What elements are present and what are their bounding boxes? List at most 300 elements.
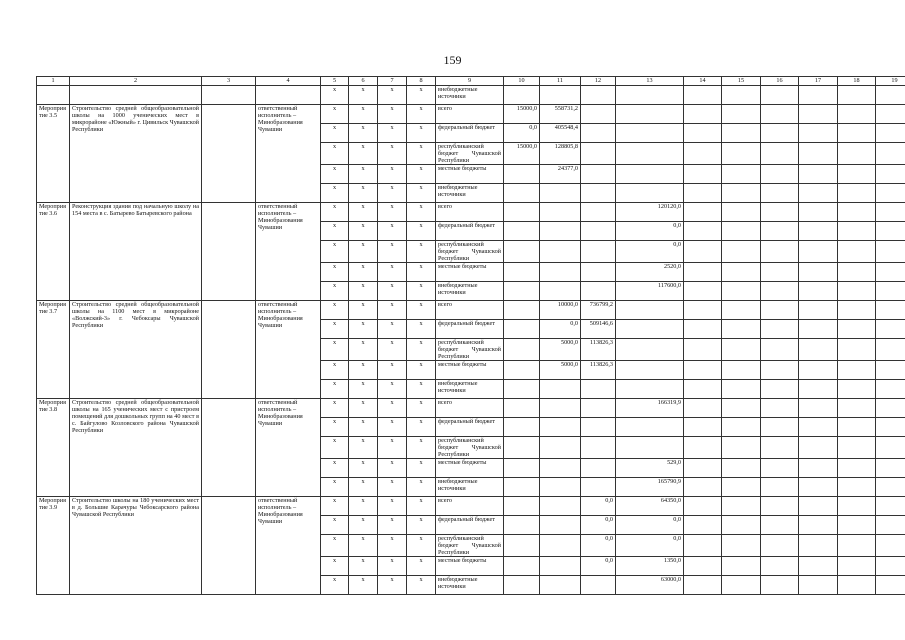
measure-name: Строительство школы на 180 ученических мест в д. Большие Карачуры Чебоксарского района Чувашской Республики [70,497,202,595]
value-col10 [504,535,540,557]
measure-code: Мероприятие 3.6 [37,203,70,301]
empty-cell [838,459,876,478]
empty-cell [684,105,722,124]
value-col12: 736799,2 [581,301,616,320]
flag-cell: x [407,241,436,263]
empty-cell [876,241,905,263]
empty-cell [202,497,256,595]
flag-cell: x [349,165,378,184]
flag-cell: x [321,497,349,516]
column-number: 9 [436,77,504,86]
empty-cell [876,222,905,241]
value-col11 [540,557,581,576]
source-cell: всего [436,301,504,320]
flag-cell: x [407,437,436,459]
column-number: 10 [504,77,540,86]
value-col10 [504,478,540,497]
source-cell: внебюджетные источники [436,380,504,399]
flag-cell: x [378,497,407,516]
flag-cell: x [378,437,407,459]
flag-cell: x [321,301,349,320]
empty-cell [838,399,876,418]
value-col11 [540,516,581,535]
empty-cell [799,86,838,105]
empty-cell [722,184,761,203]
empty-cell [761,380,799,399]
empty-cell [761,184,799,203]
value-col13: 0,0 [616,222,684,241]
table-row [37,301,905,320]
flag-cell: x [378,143,407,165]
flag-cell: x [407,301,436,320]
value-col12 [581,576,616,595]
flag-cell: x [407,535,436,557]
flag-cell: x [349,124,378,143]
flag-cell: x [321,105,349,124]
flag-cell: x [321,516,349,535]
source-cell: внебюджетные источники [436,86,504,105]
empty-cell [838,478,876,497]
column-number: 19 [876,77,905,86]
value-col13 [616,184,684,203]
column-number: 12 [581,77,616,86]
empty-cell [684,380,722,399]
empty-cell [838,263,876,282]
value-col12 [581,165,616,184]
value-col10 [504,380,540,399]
flag-cell: x [349,459,378,478]
value-col12: 0,0 [581,557,616,576]
source-cell: внебюджетные источники [436,576,504,595]
flag-cell: x [407,339,436,361]
empty-cell [876,459,905,478]
empty-cell [876,399,905,418]
empty-cell [876,380,905,399]
flag-cell: x [378,557,407,576]
source-cell: республиканский бюджет Чувашской Республики [436,437,504,459]
column-number: 8 [407,77,436,86]
flag-cell: x [378,263,407,282]
empty-cell [722,516,761,535]
empty-cell [684,241,722,263]
empty-cell [876,282,905,301]
flag-cell: x [378,222,407,241]
value-col13: 2520,0 [616,263,684,282]
empty-cell [799,339,838,361]
empty-cell [876,165,905,184]
empty-cell [684,535,722,557]
flag-cell: x [407,497,436,516]
flag-cell: x [321,86,349,105]
empty-cell [684,339,722,361]
empty-cell [722,380,761,399]
flag-cell: x [407,222,436,241]
column-number: 7 [378,77,407,86]
column-number: 2 [70,77,202,86]
value-col12 [581,241,616,263]
source-cell: всего [436,497,504,516]
empty-cell [876,263,905,282]
empty-cell [761,86,799,105]
budget-table [36,76,905,595]
flag-cell: x [407,124,436,143]
value-col12 [581,105,616,124]
empty-cell [838,361,876,380]
flag-cell: x [321,478,349,497]
flag-cell: x [321,222,349,241]
flag-cell: x [378,105,407,124]
flag-cell: x [349,437,378,459]
value-col12 [581,184,616,203]
empty-cell [684,86,722,105]
table-row [37,399,905,418]
empty-cell [684,459,722,478]
value-col13 [616,320,684,339]
value-col10 [504,339,540,361]
flag-cell: x [321,241,349,263]
flag-cell: x [321,339,349,361]
empty-cell [202,399,256,497]
value-col11 [540,497,581,516]
flag-cell: x [349,516,378,535]
value-col11: 0,0 [540,320,581,339]
value-col10 [504,516,540,535]
value-col11 [540,459,581,478]
flag-cell: x [378,418,407,437]
flag-cell: x [349,535,378,557]
value-col13: 0,0 [616,241,684,263]
value-col10 [504,399,540,418]
value-col12 [581,399,616,418]
flag-cell: x [321,380,349,399]
value-col13 [616,165,684,184]
flag-cell: x [349,576,378,595]
empty-cell [761,535,799,557]
flag-cell: x [321,320,349,339]
source-cell: всего [436,105,504,124]
value-col10 [504,263,540,282]
flag-cell: x [407,361,436,380]
empty-cell [876,105,905,124]
flag-cell: x [349,497,378,516]
empty-cell [684,576,722,595]
source-cell: местные бюджеты [436,165,504,184]
empty-cell [684,437,722,459]
flag-cell: x [321,124,349,143]
empty-cell [799,399,838,418]
empty-cell [722,459,761,478]
empty-cell [838,516,876,535]
flag-cell: x [407,418,436,437]
flag-cell: x [378,320,407,339]
flag-cell: x [321,535,349,557]
empty-cell [684,399,722,418]
empty-cell [799,361,838,380]
page-number: 159 [443,53,462,67]
empty-cell [799,124,838,143]
value-col12 [581,380,616,399]
flag-cell: x [378,165,407,184]
value-col11: 405548,4 [540,124,581,143]
value-col12 [581,459,616,478]
empty-cell [761,361,799,380]
empty-cell [761,143,799,165]
empty-cell [761,105,799,124]
executor: ответственный исполнитель – Минобразования Чувашии [256,203,321,301]
empty-cell [761,399,799,418]
empty-cell [876,339,905,361]
value-col12: 113826,3 [581,361,616,380]
flag-cell: x [378,86,407,105]
empty-cell [799,459,838,478]
flag-cell: x [407,105,436,124]
flag-cell: x [378,339,407,361]
table-row [37,86,905,105]
flag-cell: x [349,282,378,301]
flag-cell: x [321,263,349,282]
empty-cell [799,320,838,339]
value-col12: 0,0 [581,516,616,535]
value-col10 [504,320,540,339]
source-cell: республиканский бюджет Чувашской Республики [436,241,504,263]
flag-cell: x [407,399,436,418]
empty-cell [761,263,799,282]
empty-cell [256,86,321,105]
empty-cell [876,535,905,557]
value-col11 [540,241,581,263]
empty-cell [684,361,722,380]
value-col12: 113826,3 [581,339,616,361]
source-cell: местные бюджеты [436,361,504,380]
empty-cell [761,497,799,516]
column-number: 14 [684,77,722,86]
flag-cell: x [349,399,378,418]
empty-cell [799,241,838,263]
empty-cell [684,282,722,301]
header-row [37,77,905,86]
executor: ответственный исполнитель – Минобразования Чувашии [256,301,321,399]
empty-cell [876,184,905,203]
measure-name: Строительство средней общеобразовательной школы на 1100 мест в микрорайоне «Волжский-3» г. Чебоксары Чувашской Республики [70,301,202,399]
source-cell: внебюджетные источники [436,282,504,301]
value-col11 [540,399,581,418]
executor: ответственный исполнитель – Минобразования Чувашии [256,497,321,595]
empty-cell [722,203,761,222]
empty-cell [876,557,905,576]
value-col11 [540,418,581,437]
empty-cell [722,301,761,320]
empty-cell [761,576,799,595]
empty-cell [799,165,838,184]
empty-cell [799,557,838,576]
flag-cell: x [321,399,349,418]
empty-cell [722,497,761,516]
source-cell: федеральный бюджет [436,516,504,535]
value-col11 [540,282,581,301]
source-cell: всего [436,399,504,418]
empty-cell [799,301,838,320]
column-number: 3 [202,77,256,86]
measure-code: Мероприятие 3.5 [37,105,70,203]
flag-cell: x [349,478,378,497]
empty-cell [684,418,722,437]
empty-cell [838,165,876,184]
flag-cell: x [349,320,378,339]
empty-cell [722,399,761,418]
empty-cell [722,478,761,497]
empty-cell [799,203,838,222]
value-col12 [581,143,616,165]
flag-cell: x [378,459,407,478]
empty-cell [838,320,876,339]
empty-cell [838,124,876,143]
empty-cell [722,535,761,557]
value-col11 [540,263,581,282]
empty-cell [722,361,761,380]
column-number: 1 [37,77,70,86]
value-col13 [616,418,684,437]
flag-cell: x [321,576,349,595]
empty-cell [722,124,761,143]
empty-cell [876,516,905,535]
column-number: 13 [616,77,684,86]
flag-cell: x [378,184,407,203]
value-col11: 10000,0 [540,301,581,320]
empty-cell [799,535,838,557]
flag-cell: x [407,576,436,595]
empty-cell [838,380,876,399]
empty-cell [799,478,838,497]
column-number: 5 [321,77,349,86]
value-col13: 166319,9 [616,399,684,418]
empty-cell [876,203,905,222]
flag-cell: x [321,437,349,459]
value-col10 [504,418,540,437]
value-col13: 64350,0 [616,497,684,516]
empty-cell [838,301,876,320]
value-col13 [616,301,684,320]
empty-cell [70,86,202,105]
empty-cell [876,478,905,497]
flag-cell: x [321,143,349,165]
empty-cell [838,184,876,203]
value-col13: 120120,0 [616,203,684,222]
value-col11: 128805,8 [540,143,581,165]
value-col11 [540,380,581,399]
measure-code: Мероприятие 3.7 [37,301,70,399]
empty-cell [761,165,799,184]
empty-cell [838,339,876,361]
empty-cell [876,320,905,339]
empty-cell [799,437,838,459]
value-col12 [581,282,616,301]
value-col10 [504,165,540,184]
empty-cell [799,105,838,124]
empty-cell [761,516,799,535]
flag-cell: x [378,478,407,497]
empty-cell [684,478,722,497]
value-col12 [581,203,616,222]
empty-cell [838,576,876,595]
empty-cell [838,437,876,459]
source-cell: федеральный бюджет [436,320,504,339]
flag-cell: x [378,380,407,399]
value-col12 [581,263,616,282]
flag-cell: x [407,282,436,301]
empty-cell [684,263,722,282]
empty-cell [684,557,722,576]
empty-cell [684,320,722,339]
value-col13: 0,0 [616,535,684,557]
measure-name: Реконструкция здания под начальную школу на 154 места в с. Батырево Батыревского района [70,203,202,301]
flag-cell: x [349,263,378,282]
empty-cell [876,124,905,143]
empty-cell [876,576,905,595]
empty-cell [799,516,838,535]
source-cell: федеральный бюджет [436,124,504,143]
empty-cell [838,418,876,437]
empty-cell [761,320,799,339]
empty-cell [799,222,838,241]
flag-cell: x [407,203,436,222]
flag-cell: x [378,282,407,301]
source-cell: республиканский бюджет Чувашской Республики [436,339,504,361]
value-col13 [616,143,684,165]
empty-cell [202,105,256,203]
empty-cell [761,478,799,497]
empty-cell [838,557,876,576]
flag-cell: x [378,301,407,320]
flag-cell: x [349,222,378,241]
flag-cell: x [378,203,407,222]
flag-cell: x [321,459,349,478]
empty-cell [799,418,838,437]
empty-cell [876,497,905,516]
empty-cell [722,263,761,282]
value-col11: 5000,0 [540,361,581,380]
value-col10 [504,497,540,516]
value-col12 [581,124,616,143]
value-col11: 5000,0 [540,339,581,361]
flag-cell: x [407,516,436,535]
value-col12 [581,222,616,241]
value-col13: 63000,0 [616,576,684,595]
empty-cell [722,105,761,124]
value-col10 [504,282,540,301]
table-row [37,497,905,516]
value-col13: 117600,0 [616,282,684,301]
executor: ответственный исполнитель – Минобразования Чувашии [256,105,321,203]
empty-cell [799,184,838,203]
value-col12: 0,0 [581,497,616,516]
flag-cell: x [378,535,407,557]
empty-cell [722,86,761,105]
value-col11 [540,576,581,595]
flag-cell: x [349,143,378,165]
value-col10: 0,0 [504,124,540,143]
value-col11 [540,478,581,497]
empty-cell [838,241,876,263]
table-row [37,105,905,124]
flag-cell: x [378,361,407,380]
flag-cell: x [407,143,436,165]
empty-cell [761,222,799,241]
flag-cell: x [407,459,436,478]
value-col12 [581,478,616,497]
empty-cell [684,143,722,165]
empty-cell [838,282,876,301]
flag-cell: x [378,399,407,418]
